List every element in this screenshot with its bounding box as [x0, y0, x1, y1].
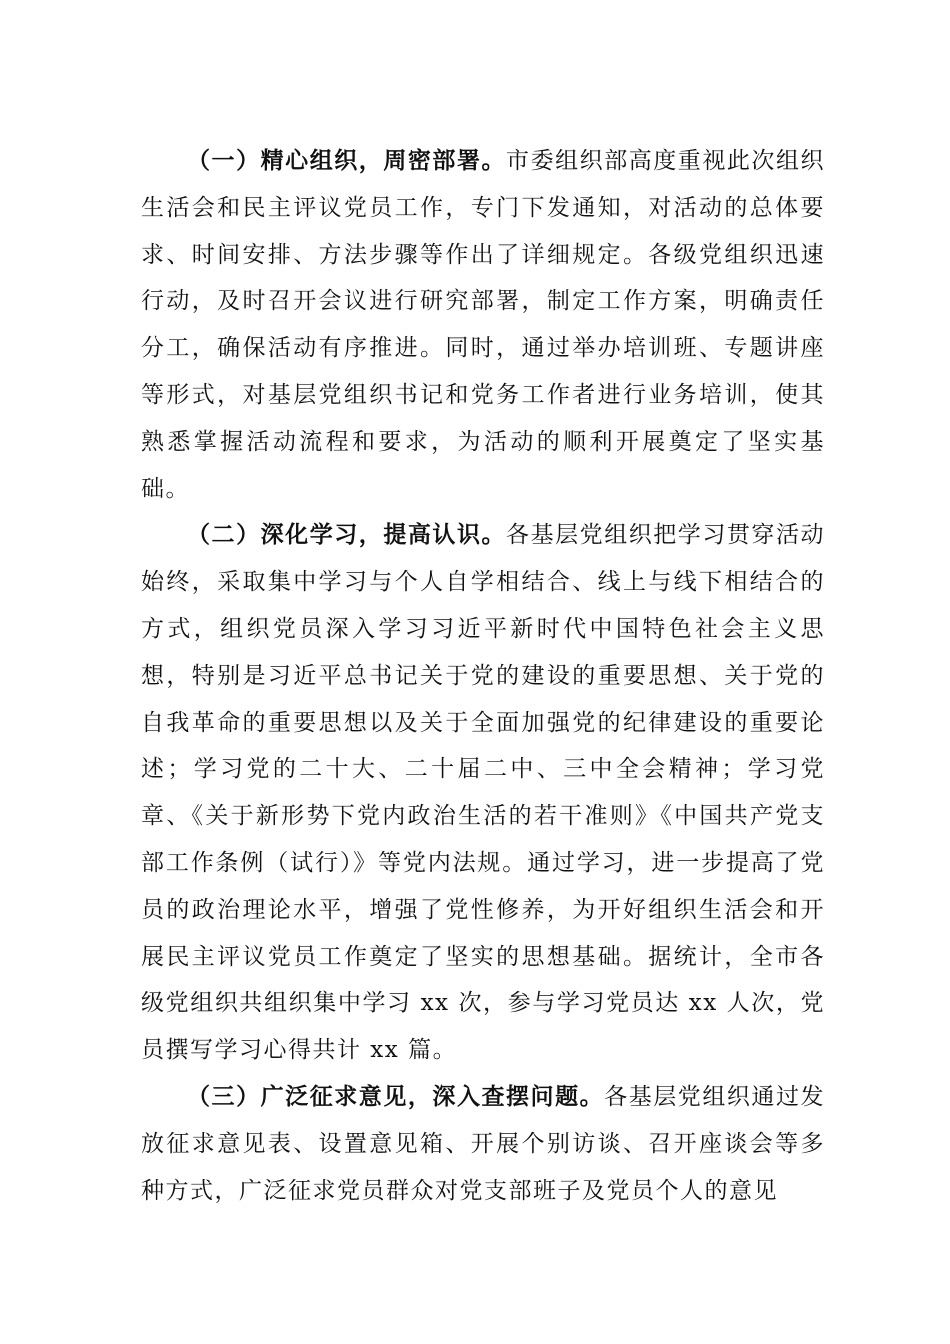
paragraph-3-text: 各基层党组织通过发放征求意见表、设置意见箱、开展个别访谈、召开座谈会等多种方式，广泛征求党员群众对党支部班子及党员个人的意见 — [141, 1083, 826, 1204]
paragraph-1-text: 市委组织部高度重视此次组织生活会和民主评议党员工作，专门下发通知，对活动的总体要求、时间安排、方法步骤等作出了详细规定。各级党组织迅速行动，及时召开会议进行研究部署，制定工作方案，明确责任分工，确保活动有序推进。同时，通过举办培训班、专题讲座等形式，对基层党组织书记和党务工作者进行业务培训，使其熟悉掌握活动流程和要求，为活动的顺利开展奠定了坚实基础。 — [141, 148, 826, 502]
paragraph-2 — [141, 512, 825, 1074]
paragraph-2-text: 各基层党组织把学习贯穿活动始终，采取集中学习与个人自学相结合、线上与线下相结合的方式，组织党员深入学习习近平新时代中国特色社会主义思想，特别是习近平总书记关于党的建设的重要思想、关于党的自我革命的重要思想以及关于全面加强党的纪律建设的重要论述；学习党的二十大、二十届二中、三中全会精神；学习党章、《关于新形势下党内政治生活的若干准则》《中国共产党支部工作条例（试行）》等党内法规。通过学习，进一步提高了党员的政治理论水平，增强了党性修养，为开好组织生活会和开展民主评议党员工作奠定了坚实的思想基础。据统计，全市各级党组织共组织集中学习 xx 次，参与学习党员达 xx 人次，党员撰写学习心得共计 xx 篇。 — [141, 522, 826, 1064]
paragraph-3-heading: （三）广泛征求意见，深入查摆问题。 — [187, 1082, 605, 1110]
paragraph-3 — [141, 1074, 825, 1214]
paragraph-1 — [141, 138, 825, 512]
paragraph-1-heading: （一）精心组织，周密部署。 — [187, 147, 507, 174]
document-body — [141, 138, 825, 1214]
paragraph-2-heading: （二）深化学习，提高认识。 — [187, 521, 507, 549]
